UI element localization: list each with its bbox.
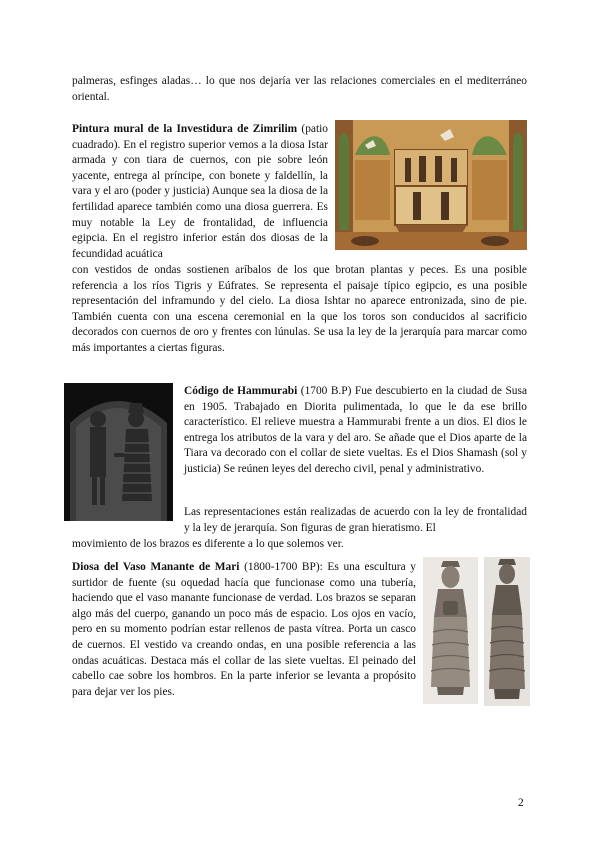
mari-text: (1800-1700 BP): Es una escultura y surtidor de fuente (su oquedad hacía que funcionase como una tubería, haciendo que el vaso manante funcionase de verdad. Los brazos se separan algo más del cuerpo, ganando un poco más de espacio. Los ojos en vacío, pero en su momento podrían estar rellenos de pasta vítrea. Porta un casco de cuernos. El vestido va creando ondas, en una posible referencia a las ondas acuáticas. Destaca más el collar de las siete vueltas. El peinado del cabello cae sobre los hombros. En la parte inferior se levanta a propósito para dejar ver los pies. [72,561,416,698]
zimrilim-text-2: con vestidos de ondas sostienen aríbalos de los que brotan plantas y peces. Es una posible referencia a los ríos Tigris y Eúfrates. Se representa el paisaje típico egipcio, es una posible representación del inframundo y del cielo. La diosa Ishtar no aparece entronizada, sino de pie. También cuenta con una escena ceremonial en la que los toros son conducidos al sacrificio decorados con cuernos de oro y frentes con lúnulas. Se usa la ley de la jerarquía para marcar como más importantes a ciertas figuras. [72,264,527,354]
hammurabi-paragraph [184,384,527,478]
zimrilim-text-1: (patio cuadrado). En el registro superior vemos a la diosa Istar armada y con tiara de cuernos, con pie sobre león yacente, entrega al príncipe, con bonete y faldellín, la vara y el aro (poder y justicia) Aunque sea la diosa de la fertilidad aparece también como una diosa guerrera. Es muy notable la Ley de frontalidad, de influencia egipcia. En el registro inferior están dos diosas de la fecundidad acuática [72,123,328,260]
page-number: 2 [518,797,524,809]
hammurabi-text-1: (1700 B.P) Fue descubierto en la ciudad de Susa en 1905. Trabajado en Diorita pulimentada, lo que le da ese brillo característico. El relieve muestra a Hammurabi frente a un dios. El dios le entrega los atributos de la vara y del aro. Se añade que el Dios aparte de la Tiara va decorado con el collar de siete vueltas. Es el Dios Shamash (sol y justicia) Se reúnen leyes del derecho civil, penal y administrativo. [184,385,527,475]
hammurabi-text-2: Las representaciones están realizadas de acuerdo con la ley de frontalidad y la ley de jerarquía. Son figuras de gran hieratismo. El [184,506,527,534]
mari-statue-back-image [484,557,530,706]
mari-title: Diosa del Vaso Manante de Mari [72,561,240,573]
intro-paragraph: palmeras, esfinges aladas… lo que nos dejaría ver las relaciones comerciales en el mediterráneo oriental. [72,75,527,103]
zimrilim-paragraph [72,122,328,262]
zimrilim-mural-image [335,120,527,250]
zimrilim-title: Pintura mural de la Investidura de Zimrilim [72,123,298,135]
hammurabi-stele-image [64,383,173,521]
hammurabi-text-3: movimiento de los brazos es diferente a lo que solemos ver. [72,538,344,550]
mari-statue-front-image [423,557,478,704]
hammurabi-title: Código de Hammurabi [184,385,298,397]
mari-paragraph [72,560,416,700]
